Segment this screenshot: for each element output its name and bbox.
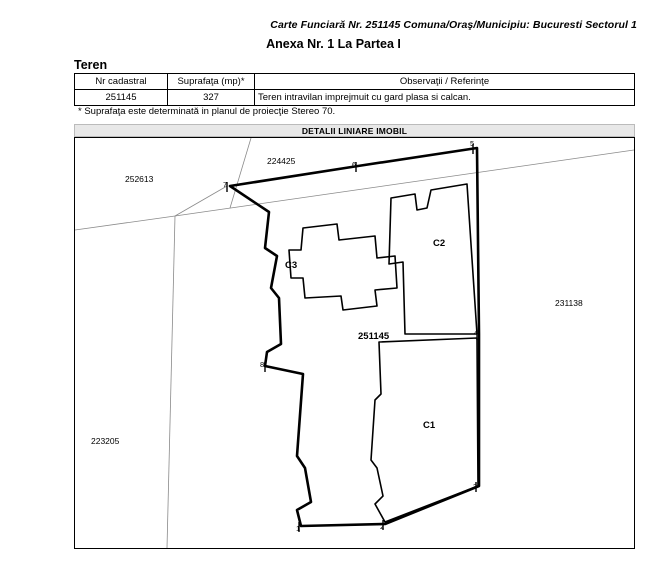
- vertex-label-2: 2: [380, 522, 385, 531]
- column-header-nr-cadastral: Nr cadastral: [75, 74, 168, 90]
- building-label-c2: C2: [433, 238, 446, 249]
- teren-table: [74, 73, 635, 106]
- map-section-title: DETALII LINIARE IMOBIL: [74, 124, 635, 137]
- vertex-label-8: 8: [260, 360, 265, 369]
- neighbor-parcel-223205: 223205: [91, 436, 120, 446]
- neighbor-parcel-231138: 231138: [555, 298, 583, 308]
- vertex-label-6: 6: [352, 160, 357, 169]
- vertex-label-3: 3: [473, 482, 478, 491]
- building-label-c3: C3: [285, 260, 298, 271]
- column-header-suprafata: Suprafaţa (mp)*: [168, 74, 255, 90]
- building-c2-outline: [389, 184, 477, 334]
- parcel-number-label: 251145: [358, 331, 390, 342]
- table-row: [75, 90, 635, 106]
- building-label-c1: C1: [423, 420, 436, 431]
- cell-nr-cadastral: 251145: [75, 90, 168, 106]
- map-drawing: [75, 138, 634, 548]
- vertex-label-1: 1: [296, 524, 301, 533]
- neighbor-parcel-lines: [75, 138, 634, 548]
- section-title-teren: Teren: [74, 58, 108, 72]
- page-title: Anexa Nr. 1 La Partea I: [266, 37, 401, 51]
- neighbor-parcel-252613: 252613: [125, 174, 154, 184]
- parcel-boundary: [230, 148, 479, 526]
- vertex-label-5: 5: [470, 139, 475, 148]
- neighbor-parcel-224425: 224425: [267, 156, 296, 166]
- cadastral-map: [74, 137, 635, 549]
- table-header-row: [75, 74, 635, 90]
- column-header-observatii: Observaţii / Referinţe: [255, 74, 635, 90]
- cell-suprafata: 327: [168, 90, 255, 106]
- building-c3-outline: [289, 224, 397, 310]
- vertex-label-7: 7: [223, 180, 228, 189]
- vertex-ticks: [227, 144, 477, 532]
- carte-funciara-header: Carte Funciară Nr. 251145 Comuna/Oraş/Municipiu: Bucuresti Sectorul 1: [270, 19, 637, 31]
- cell-observatii: Teren intravilan imprejmuit cu gard plasa si calcan.: [255, 90, 635, 106]
- table-footnote: * Suprafaţa este determinată in planul de proiecţie Stereo 70.: [78, 106, 336, 117]
- vertex-label-4: 4: [474, 328, 479, 337]
